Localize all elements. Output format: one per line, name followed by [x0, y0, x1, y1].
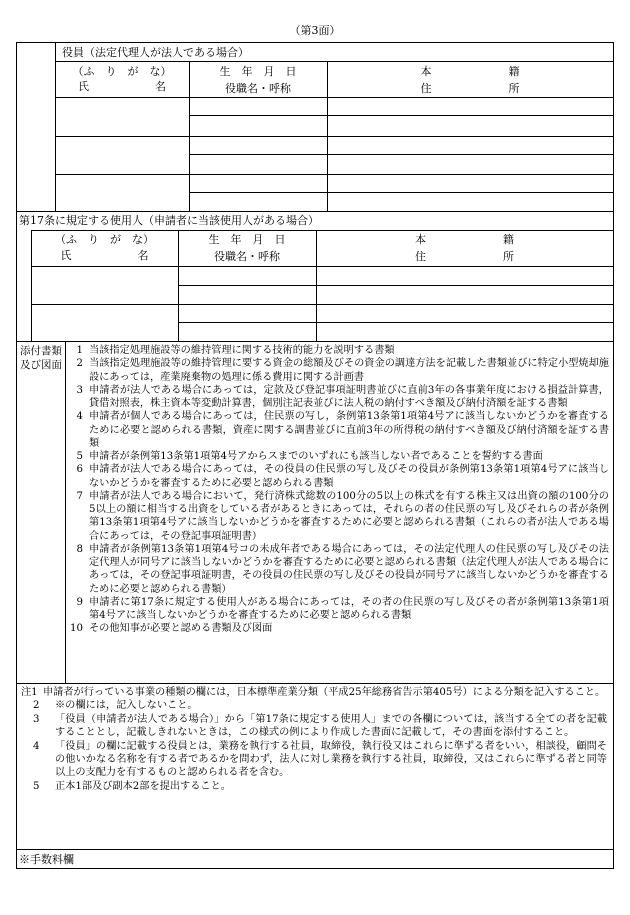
employee-address-label: 住 所	[415, 250, 514, 263]
officer-name-reading-label: （ふ り が な）	[72, 65, 172, 78]
note-item: 2 ※の欄には，記入しないこと。	[33, 700, 198, 712]
attachment-item: 5 申請者が条例第13条第1項第4号アからスまでのいずれにも該当しない者であることを誓約する書面	[76, 451, 543, 462]
officer-address-label: 住 所	[420, 82, 520, 95]
attachments-list	[69, 344, 609, 636]
attachment-item: 1 当該指定処理施設等の維持管理に関する技術的能力を説明する書類	[76, 345, 395, 356]
note-item: 注1 申請者が行っている事業の種類の欄には，日本標準産業分類（平成25年総務省告示第405号）による分類を記入すること。	[21, 687, 606, 698]
page-title: （第3面）	[289, 24, 341, 37]
attachment-item: 3 申請者が法人である場合にあっては，定款及び登記事項証明書並びに直前3年の各事業年度における損益計算書，貸借対照表，株主資本等変動計算書，個別注記表並びに法人税の納付すべき額及び納付済額を証する書類	[76, 384, 609, 409]
attachment-item: 10 その他知事が必要と認める書類及び図面	[70, 623, 273, 635]
attachment-item: 8 申請者が条例第13条第1項第4号コの未成年者である場合にあっては，その法定代理人の住民票の写し及びその法定代理人が同号アに該当しないかどうかを審査するために必要と認められる書類（法定代理人が法人である場合にあっては，その登記事項証明書，その役員の住民票の写し及びその役員が同号アに該当しないかどうかを審査するために必要と認められる書類）	[76, 543, 609, 595]
officers-heading: 役員（法定代理人が法人である場合）	[62, 46, 249, 59]
employee-name-reading-label: （ふ り が な）	[55, 233, 154, 246]
note-item: 3 「役員（申請者が法人である場合）」から「第17条に規定する使用人」までの各欄については，該当する全ての者を記載することとし，記載しきれないときは，この様式の例により作成した書面に記載して，その書面を添付すること。	[33, 713, 607, 739]
attachments-label-line1: 添付書類	[20, 345, 62, 357]
attachment-item: 6 申請者が法人である場合にあっては，その役員の住民票の写し及びその役員が条例第13条第1項第4号アに該当しないかどうかを審査するために必要と認められる書類	[76, 464, 609, 489]
employee-domicile-label: 本 籍	[415, 233, 514, 246]
officer-position-label: 役職名・呼称	[225, 82, 291, 95]
employee-name-label: 氏 名	[60, 249, 149, 262]
attachments-label-line2: 及び図面	[20, 359, 62, 371]
officer-domicile-label: 本 籍	[420, 65, 520, 78]
officer-birth-label: 生 年 月 日	[219, 65, 297, 78]
attachment-item: 7 申請者が法人である場合において，発行済株式総数の100分の5以上の株式を有する株主又は出資の額の100分の5以上の額に相当する出資をしている者があるときにあっては，それらの者の住民票の写し及びそれらの者が条例第13条第1項第4号アに該当しないかどうかを審査するために必要と認められる書類（これらの者が法人である場合にあっては，その登記事項証明書）	[76, 490, 609, 542]
note-item: 4 「役員」の欄に記載する役員とは，業務を執行する社員，取締役，執行役又はこれらに準ずる者をいい，相談役，顧問その他いかなる名称を有する者であるかを問わず，法人に対し業務を執行する社員，取締役，又はこれらに準ずる者と同等以上の支配力を有するものと認められる者を含む。	[33, 740, 607, 779]
application-form	[16, 42, 614, 869]
officer-name-label: 氏 名	[78, 80, 166, 93]
attachment-item: 4 申請者が個人である場合にあっては，住民票の写し，条例第13条第1項第4号アに該当しないかどうかを審査するために必要と認められる書類，資産に関する調書並びに直前3年の所得税の納付すべき額及び納付済額を証する書類	[76, 411, 609, 449]
employee-position-label: 役職名・呼称	[214, 250, 280, 263]
employees-heading: 第17条に規定する使用人（申請者に当該使用人がある場合）	[19, 214, 319, 227]
notes-section	[17, 683, 613, 849]
attachment-item: 9 申請者に第17条に規定する使用人がある場合にあっては，その者の住民票の写し及びその者が条例第13条第1項第4号アに該当しないかどうかを審査するために必要と認められる書類	[76, 596, 609, 621]
employee-birth-label: 生 年 月 日	[208, 233, 286, 246]
note-item: 5 正本1部及び副本2部を提出すること。	[33, 780, 231, 792]
notes-list	[21, 686, 607, 793]
fee-field-label: ※手数料欄	[19, 853, 74, 866]
attachment-item: 2 当該指定処理施設等の維持管理に要する資金の総額及びその資金の調達方法を記載した書類並びに特定小型焼却施設にあっては，産業廃棄物の処理に係る費用に関する計画書	[76, 358, 609, 383]
